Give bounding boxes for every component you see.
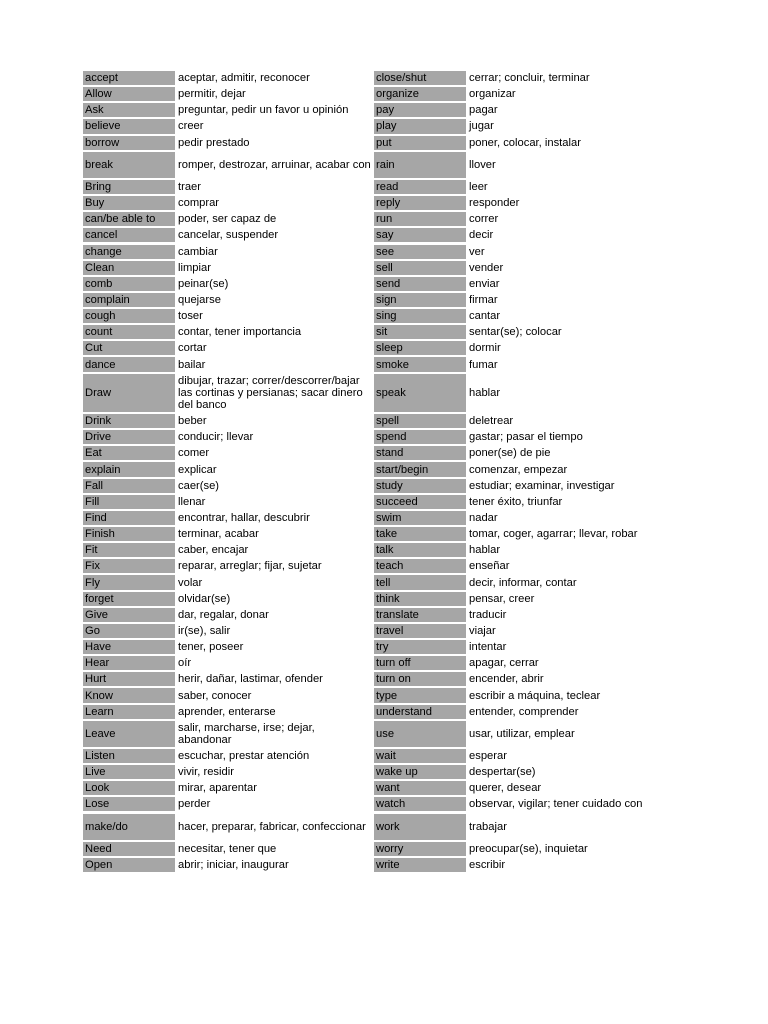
table-row: [374, 705, 666, 719]
spanish-translation-cell: escuchar, prestar atención: [178, 750, 310, 763]
english-verb-cell: organize: [374, 87, 466, 101]
spanish-translation-cell: bailar: [178, 358, 206, 371]
table-row: [83, 511, 371, 525]
english-verb-cell: Eat: [83, 446, 175, 460]
english-verb-cell: Go: [83, 624, 175, 638]
spanish-translation-cell: llover: [469, 158, 496, 171]
table-row: [374, 430, 666, 444]
table-row: [374, 277, 666, 291]
table-row: [374, 71, 666, 85]
table-row: [83, 781, 371, 795]
spanish-translation-cell: toser: [178, 310, 203, 323]
english-verb-cell: sleep: [374, 341, 466, 355]
table-row: [83, 119, 371, 133]
english-verb-cell: break: [83, 152, 175, 178]
spanish-translation-cell: ir(se), salir: [178, 624, 231, 637]
spanish-translation-cell: beber: [178, 415, 207, 428]
table-row: [83, 543, 371, 557]
english-verb-cell: Ask: [83, 103, 175, 117]
table-row: [83, 430, 371, 444]
english-verb-cell: Fly: [83, 575, 175, 589]
english-verb-cell: play: [374, 119, 466, 133]
table-row: [83, 559, 371, 573]
english-verb-cell: Drink: [83, 414, 175, 428]
spanish-translation-cell: decir: [469, 229, 494, 242]
english-verb-cell: send: [374, 277, 466, 291]
english-verb-cell: Fix: [83, 559, 175, 573]
table-row: [83, 414, 371, 428]
table-row: [374, 814, 666, 840]
spanish-translation-cell: preocupar(se), inquietar: [469, 842, 588, 855]
spanish-translation-cell: cortar: [178, 342, 207, 355]
spanish-translation-cell: traer: [178, 180, 202, 193]
spanish-translation-cell: intentar: [469, 641, 507, 654]
table-row: [83, 495, 371, 509]
spanish-translation-cell: comenzar, empezar: [469, 463, 568, 476]
spanish-translation-cell: encontrar, hallar, descubrir: [178, 511, 310, 524]
spanish-translation-cell: vivir, residir: [178, 766, 234, 779]
spanish-translation-cell: comprar: [178, 197, 220, 210]
english-verb-cell: can/be able to: [83, 212, 175, 226]
english-verb-cell: Leave: [83, 721, 175, 747]
english-verb-cell: Have: [83, 640, 175, 654]
english-verb-cell: teach: [374, 559, 466, 573]
table-row: [83, 705, 371, 719]
english-verb-cell: watch: [374, 797, 466, 811]
table-row: [83, 309, 371, 323]
english-verb-cell: want: [374, 781, 466, 795]
spanish-translation-cell: salir, marcharse, irse; dejar, abandonar: [178, 721, 315, 746]
spanish-translation-cell: herir, dañar, lastimar, ofender: [178, 673, 323, 686]
english-verb-cell: read: [374, 180, 466, 194]
spanish-translation-cell: tener, poseer: [178, 641, 244, 654]
table-row: [83, 277, 371, 291]
table-row: [374, 797, 666, 811]
english-verb-cell: Listen: [83, 749, 175, 763]
spanish-translation-cell: quejarse: [178, 293, 221, 306]
english-verb-cell: Fall: [83, 479, 175, 493]
table-row: [83, 749, 371, 763]
english-verb-cell: Lose: [83, 797, 175, 811]
spanish-translation-cell: aprender, enterarse: [178, 705, 276, 718]
table-row: [83, 293, 371, 307]
english-verb-cell: make/do: [83, 814, 175, 840]
table-row: [374, 672, 666, 686]
english-verb-cell: Hear: [83, 656, 175, 670]
table-row: [374, 293, 666, 307]
spanish-translation-cell: cerrar; concluir, terminar: [469, 72, 590, 85]
english-verb-cell: cough: [83, 309, 175, 323]
spanish-translation-cell: nadar: [469, 511, 498, 524]
spanish-translation-cell: terminar, acabar: [178, 528, 259, 541]
spanish-translation-cell: despertar(se): [469, 766, 536, 779]
table-row: [83, 527, 371, 541]
spanish-translation-cell: organizar: [469, 88, 516, 101]
table-row: [374, 749, 666, 763]
table-row: [374, 261, 666, 275]
english-verb-cell: see: [374, 245, 466, 259]
table-row: [374, 559, 666, 573]
english-verb-cell: try: [374, 640, 466, 654]
spanish-translation-cell: permitir, dejar: [178, 88, 246, 101]
english-verb-cell: cancel: [83, 228, 175, 242]
spanish-translation-cell: volar: [178, 576, 203, 589]
spanish-translation-cell: aceptar, admitir, reconocer: [178, 72, 310, 85]
english-verb-cell: take: [374, 527, 466, 541]
spanish-translation-cell: usar, utilizar, emplear: [469, 727, 575, 740]
table-row: [374, 495, 666, 509]
table-row: [374, 688, 666, 702]
english-verb-cell: sing: [374, 309, 466, 323]
verb-table-left: [83, 71, 371, 874]
table-row: [83, 152, 371, 178]
spanish-translation-cell: sentar(se); colocar: [469, 326, 562, 339]
spanish-translation-cell: limpiar: [178, 261, 211, 274]
table-row: [374, 374, 666, 412]
spanish-translation-cell: querer, desear: [469, 782, 542, 795]
english-verb-cell: forget: [83, 592, 175, 606]
spanish-translation-cell: esperar: [469, 750, 507, 763]
table-row: [374, 119, 666, 133]
verb-table-right: [374, 71, 666, 874]
english-verb-cell: worry: [374, 842, 466, 856]
spanish-translation-cell: pedir prestado: [178, 136, 250, 149]
english-verb-cell: say: [374, 228, 466, 242]
english-verb-cell: Look: [83, 781, 175, 795]
table-row: [374, 136, 666, 150]
english-verb-cell: wake up: [374, 765, 466, 779]
english-verb-cell: understand: [374, 705, 466, 719]
table-row: [83, 228, 371, 242]
spanish-translation-cell: poner, colocar, instalar: [469, 136, 581, 149]
spanish-translation-cell: conducir; llevar: [178, 431, 254, 444]
spanish-translation-cell: tomar, coger, agarrar; llevar, robar: [469, 528, 638, 541]
table-row: [374, 446, 666, 460]
table-row: [83, 640, 371, 654]
spanish-translation-cell: hacer, preparar, fabricar, confeccionar: [178, 820, 366, 833]
english-verb-cell: count: [83, 325, 175, 339]
english-verb-cell: change: [83, 245, 175, 259]
english-verb-cell: sign: [374, 293, 466, 307]
spanish-translation-cell: oír: [178, 657, 192, 670]
table-row: [83, 261, 371, 275]
table-row: [374, 309, 666, 323]
table-row: [83, 721, 371, 747]
table-row: [374, 640, 666, 654]
spanish-translation-cell: contar, tener importancia: [178, 326, 302, 339]
table-row: [83, 797, 371, 811]
spanish-translation-cell: jugar: [469, 120, 494, 133]
table-row: [374, 152, 666, 178]
table-row: [83, 180, 371, 194]
table-row: [83, 608, 371, 622]
table-row: [374, 325, 666, 339]
spanish-translation-cell: trabajar: [469, 820, 507, 833]
spanish-translation-cell: poner(se) de pie: [469, 447, 551, 460]
english-verb-cell: run: [374, 212, 466, 226]
table-row: [83, 325, 371, 339]
english-verb-cell: Fill: [83, 495, 175, 509]
table-row: [374, 543, 666, 557]
english-verb-cell: explain: [83, 462, 175, 476]
spanish-translation-cell: escribir: [469, 858, 506, 871]
table-row: [83, 212, 371, 226]
table-row: [374, 858, 666, 872]
table-row: [374, 781, 666, 795]
english-verb-cell: Learn: [83, 705, 175, 719]
spanish-translation-cell: escribir a máquina, teclear: [469, 689, 601, 702]
table-row: [374, 624, 666, 638]
english-verb-cell: sit: [374, 325, 466, 339]
table-row: [374, 511, 666, 525]
table-row: [83, 765, 371, 779]
english-verb-cell: study: [374, 479, 466, 493]
english-verb-cell: write: [374, 858, 466, 872]
spanish-translation-cell: hablar: [469, 386, 501, 399]
spanish-translation-cell: necesitar, tener que: [178, 842, 277, 855]
table-row: [83, 103, 371, 117]
table-row: [374, 462, 666, 476]
table-row: [83, 136, 371, 150]
english-verb-cell: borrow: [83, 136, 175, 150]
table-row: [83, 446, 371, 460]
english-verb-cell: put: [374, 136, 466, 150]
table-row: [83, 858, 371, 872]
table-row: [83, 341, 371, 355]
spanish-translation-cell: responder: [469, 197, 520, 210]
english-verb-cell: smoke: [374, 357, 466, 371]
spanish-translation-cell: estudiar; examinar, investigar: [469, 479, 615, 492]
english-verb-cell: Give: [83, 608, 175, 622]
spanish-translation-cell: cambiar: [178, 245, 218, 258]
english-verb-cell: turn on: [374, 672, 466, 686]
spanish-translation-cell: peinar(se): [178, 277, 229, 290]
spanish-translation-cell: poder, ser capaz de: [178, 213, 277, 226]
english-verb-cell: dance: [83, 357, 175, 371]
english-verb-cell: comb: [83, 277, 175, 291]
english-verb-cell: think: [374, 592, 466, 606]
english-verb-cell: spend: [374, 430, 466, 444]
spanish-translation-cell: olvidar(se): [178, 592, 231, 605]
table-row: [83, 196, 371, 210]
spanish-translation-cell: gastar; pasar el tiempo: [469, 431, 583, 444]
english-verb-cell: Fit: [83, 543, 175, 557]
table-row: [374, 341, 666, 355]
spanish-translation-cell: correr: [469, 213, 499, 226]
table-row: [374, 592, 666, 606]
table-row: [374, 842, 666, 856]
table-row: [83, 245, 371, 259]
spanish-translation-cell: apagar, cerrar: [469, 657, 539, 670]
english-verb-cell: Know: [83, 688, 175, 702]
english-verb-cell: pay: [374, 103, 466, 117]
spanish-translation-cell: romper, destrozar, arruinar, acabar con: [178, 158, 371, 171]
spanish-translation-cell: dormir: [469, 342, 501, 355]
english-verb-cell: talk: [374, 543, 466, 557]
table-row: [374, 479, 666, 493]
spanish-translation-cell: abrir; iniciar, inaugurar: [178, 858, 289, 871]
table-row: [374, 228, 666, 242]
spanish-translation-cell: firmar: [469, 293, 498, 306]
english-verb-cell: translate: [374, 608, 466, 622]
english-verb-cell: believe: [83, 119, 175, 133]
spanish-translation-cell: encender, abrir: [469, 673, 544, 686]
spanish-translation-cell: entender, comprender: [469, 705, 579, 718]
spanish-translation-cell: reparar, arreglar; fijar, sujetar: [178, 560, 322, 573]
table-row: [374, 212, 666, 226]
english-verb-cell: reply: [374, 196, 466, 210]
table-row: [374, 721, 666, 747]
spanish-translation-cell: ver: [469, 245, 485, 258]
table-row: [83, 87, 371, 101]
spanish-translation-cell: dibujar, trazar; correr/descorrer/bajar las cortinas y persianas; sacar dinero del banco: [178, 374, 363, 411]
english-verb-cell: complain: [83, 293, 175, 307]
table-row: [83, 479, 371, 493]
english-verb-cell: wait: [374, 749, 466, 763]
spanish-translation-cell: deletrear: [469, 415, 514, 428]
table-row: [83, 575, 371, 589]
spanish-translation-cell: saber, conocer: [178, 689, 252, 702]
english-verb-cell: work: [374, 814, 466, 840]
spanish-translation-cell: pagar: [469, 104, 498, 117]
spanish-translation-cell: traducir: [469, 608, 507, 621]
table-row: [374, 87, 666, 101]
spanish-translation-cell: hablar: [469, 544, 501, 557]
table-row: [83, 656, 371, 670]
english-verb-cell: Open: [83, 858, 175, 872]
spanish-translation-cell: viajar: [469, 624, 496, 637]
english-verb-cell: Cut: [83, 341, 175, 355]
spanish-translation-cell: observar, vigilar; tener cuidado con: [469, 798, 643, 811]
spanish-translation-cell: cancelar, suspender: [178, 229, 279, 242]
table-row: [83, 688, 371, 702]
english-verb-cell: swim: [374, 511, 466, 525]
english-verb-cell: spell: [374, 414, 466, 428]
english-verb-cell: Clean: [83, 261, 175, 275]
table-row: [83, 672, 371, 686]
english-verb-cell: Find: [83, 511, 175, 525]
spanish-translation-cell: enviar: [469, 277, 500, 290]
english-verb-cell: Drive: [83, 430, 175, 444]
english-verb-cell: turn off: [374, 656, 466, 670]
english-verb-cell: travel: [374, 624, 466, 638]
english-verb-cell: Hurt: [83, 672, 175, 686]
spanish-translation-cell: pensar, creer: [469, 592, 535, 605]
spanish-translation-cell: dar, regalar, donar: [178, 608, 269, 621]
spanish-translation-cell: creer: [178, 120, 204, 133]
table-row: [374, 765, 666, 779]
spanish-translation-cell: vender: [469, 261, 504, 274]
table-row: [83, 71, 371, 85]
table-row: [83, 814, 371, 840]
english-verb-cell: Buy: [83, 196, 175, 210]
table-row: [83, 357, 371, 371]
english-verb-cell: Live: [83, 765, 175, 779]
table-row: [374, 608, 666, 622]
table-row: [374, 527, 666, 541]
table-row: [83, 842, 371, 856]
table-row: [83, 462, 371, 476]
spanish-translation-cell: enseñar: [469, 560, 510, 573]
spanish-translation-cell: caer(se): [178, 479, 220, 492]
english-verb-cell: tell: [374, 575, 466, 589]
english-verb-cell: stand: [374, 446, 466, 460]
spanish-translation-cell: perder: [178, 798, 211, 811]
english-verb-cell: accept: [83, 71, 175, 85]
table-row: [83, 374, 371, 412]
english-verb-cell: use: [374, 721, 466, 747]
spanish-translation-cell: cantar: [469, 310, 501, 323]
english-verb-cell: Bring: [83, 180, 175, 194]
spanish-translation-cell: comer: [178, 447, 210, 460]
english-verb-cell: speak: [374, 374, 466, 412]
english-verb-cell: Allow: [83, 87, 175, 101]
table-row: [374, 575, 666, 589]
english-verb-cell: succeed: [374, 495, 466, 509]
english-verb-cell: type: [374, 688, 466, 702]
spanish-translation-cell: explicar: [178, 463, 217, 476]
english-verb-cell: sell: [374, 261, 466, 275]
table-row: [374, 656, 666, 670]
english-verb-cell: start/begin: [374, 462, 466, 476]
table-row: [374, 357, 666, 371]
spanish-translation-cell: caber, encajar: [178, 544, 249, 557]
spanish-translation-cell: preguntar, pedir un favor u opinión: [178, 104, 349, 117]
spanish-translation-cell: leer: [469, 180, 488, 193]
table-row: [83, 624, 371, 638]
table-row: [374, 103, 666, 117]
table-row: [374, 180, 666, 194]
table-row: [83, 592, 371, 606]
english-verb-cell: Finish: [83, 527, 175, 541]
spanish-translation-cell: mirar, aparentar: [178, 782, 257, 795]
english-verb-cell: close/shut: [374, 71, 466, 85]
table-row: [374, 414, 666, 428]
spanish-translation-cell: fumar: [469, 358, 498, 371]
spanish-translation-cell: decir, informar, contar: [469, 576, 577, 589]
table-row: [374, 245, 666, 259]
spanish-translation-cell: tener éxito, triunfar: [469, 495, 563, 508]
english-verb-cell: rain: [374, 152, 466, 178]
english-verb-cell: Draw: [83, 374, 175, 412]
spanish-translation-cell: llenar: [178, 495, 206, 508]
english-verb-cell: Need: [83, 842, 175, 856]
table-row: [374, 196, 666, 210]
